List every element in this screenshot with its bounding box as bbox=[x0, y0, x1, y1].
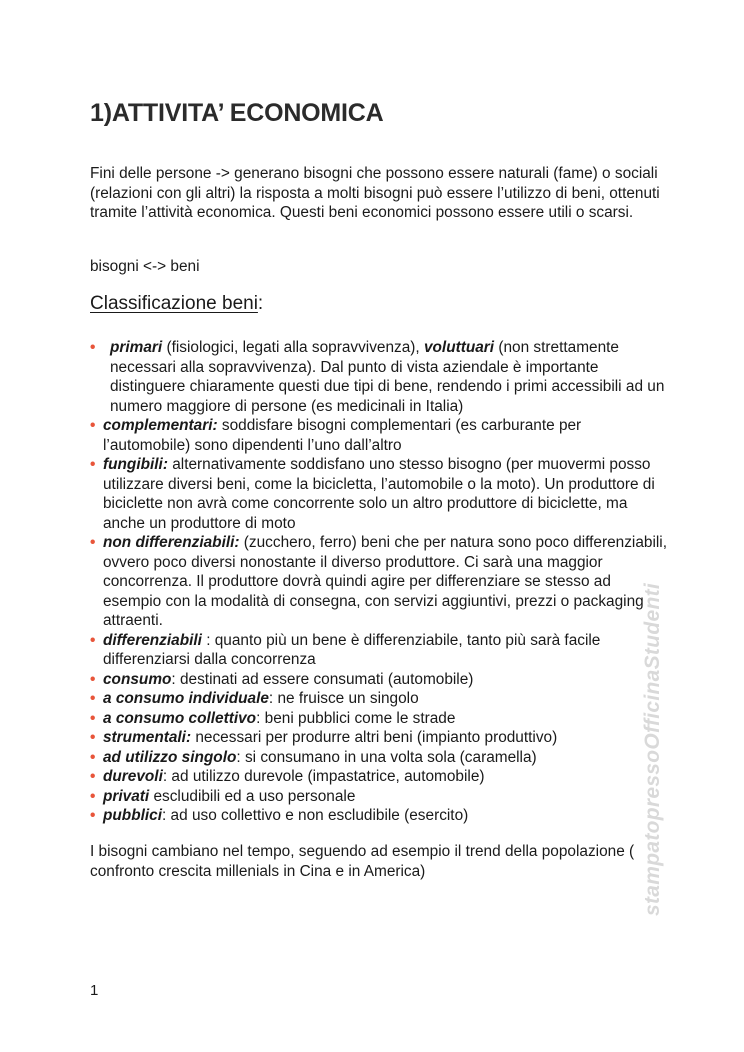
item-text-secondary: (non strettamente necessari alla sopravvivenza). Dal punto di vista aziendale è importante distinguere chiaramente questi due tipi di bene, rendendo i primi accessibili ad un numero maggiore di persone (es medicinali in Italia) bbox=[110, 339, 665, 415]
section-heading-colon: : bbox=[257, 293, 264, 314]
bullet-icon: • bbox=[90, 748, 96, 766]
item-text: : beni pubblici come le strade bbox=[256, 709, 456, 727]
item-text: alternativamente soddisfano uno stesso bisogno (per muovermi posso utilizzare diversi beni, come la bicicletta, l’automobile o la moto). Un produttore di biciclette non avrà come concorrente solo un altro produttore di biciclette, ma anche un produttore di moto bbox=[103, 456, 655, 532]
list-item bbox=[90, 455, 670, 533]
item-term: fungibili: bbox=[103, 456, 168, 473]
needs-goods-line: bisogni <-> beni bbox=[90, 258, 200, 275]
bullet-icon: • bbox=[90, 807, 96, 824]
list-item bbox=[90, 338, 670, 416]
item-term: a consumo collettivo bbox=[103, 709, 257, 727]
section-heading bbox=[90, 293, 263, 315]
item-text: (fisiologici, legati alla sopravvivenza), bbox=[162, 339, 424, 356]
list-item bbox=[90, 787, 670, 807]
item-term: strumentali: bbox=[103, 729, 192, 746]
item-term: a consumo individuale bbox=[103, 690, 269, 707]
item-term: durevoli bbox=[103, 768, 163, 785]
list-item bbox=[90, 416, 670, 455]
bullet-icon: • bbox=[90, 709, 96, 727]
item-term: non differenziabili: bbox=[103, 534, 240, 551]
list-item bbox=[90, 689, 670, 709]
bullet-icon: • bbox=[90, 534, 96, 551]
bullet-icon: • bbox=[90, 690, 96, 707]
item-term: differenziabili bbox=[103, 631, 202, 649]
bullet-icon: • bbox=[90, 670, 96, 688]
item-text: : ad uso collettivo e non escludibile (esercito) bbox=[162, 807, 469, 824]
list-item bbox=[90, 748, 670, 768]
list-item bbox=[90, 806, 670, 826]
goods-classification-list bbox=[90, 338, 670, 826]
item-text: : quanto più un bene è differenziabile, tanto più sarà facile differenziarsi dalla concorrenza bbox=[103, 631, 601, 668]
bullet-icon: • bbox=[90, 631, 96, 649]
list-item bbox=[90, 709, 670, 729]
item-term: complementari: bbox=[103, 417, 218, 434]
bullet-icon: • bbox=[90, 456, 96, 473]
item-text: soddisfare bisogni complementari (es carburante per l’automobile) sono dipendenti l’uno dall’altro bbox=[103, 417, 582, 454]
item-term-secondary: voluttuari bbox=[423, 339, 495, 356]
item-term: consumo bbox=[103, 670, 172, 688]
item-text: : si consumano in una volta sola (caramella) bbox=[236, 748, 537, 766]
bullet-icon: • bbox=[90, 417, 96, 434]
item-term: pubblici bbox=[103, 807, 162, 824]
item-text: escludibili ed a uso personale bbox=[149, 787, 356, 805]
print-watermark: stampatopressoOfficinaStudenti bbox=[641, 582, 664, 916]
list-item bbox=[90, 533, 670, 631]
bullet-icon: • bbox=[90, 339, 96, 356]
item-text: : ad utilizzo durevole (impastatrice, automobile) bbox=[162, 768, 485, 785]
page-number: 1 bbox=[90, 982, 99, 999]
item-term: privati bbox=[103, 787, 150, 805]
item-text: (zucchero, ferro) beni che per natura sono poco differenziabili, ovvero poco diversi nonostante il diverso produttore. Ci sarà una maggior concorrenza. Il produttore dovrà quindi agire per differenziare se stesso ad esempio con la modalità di consegna, con servizi aggiuntivi, prezzi o packaging attraenti. bbox=[103, 534, 668, 629]
item-term: primari bbox=[110, 339, 163, 356]
list-item bbox=[90, 631, 670, 670]
bullet-icon: • bbox=[90, 729, 96, 746]
closing-paragraph: I bisogni cambiano nel tempo, seguendo ad esempio il trend della popolazione ( confronto crescita millenials in Cina e in America) bbox=[90, 843, 635, 880]
list-item bbox=[90, 728, 670, 748]
item-text: : destinati ad essere consumati (automobile) bbox=[171, 670, 474, 688]
list-item bbox=[90, 670, 670, 690]
intro-paragraph: Fini delle persone -> generano bisogni che possono essere naturali (fame) o sociali (relazioni con gli altri) la risposta a molti bisogni può essere l’utilizzo di beni, ottenuti tramite l’attività economica. Questi beni economici possono essere utili o scarsi. bbox=[90, 165, 660, 221]
bullet-icon: • bbox=[90, 768, 96, 785]
bullet-icon: • bbox=[90, 787, 96, 805]
section-heading-text: Classificazione beni bbox=[90, 293, 258, 314]
item-term: ad utilizzo singolo bbox=[103, 748, 237, 766]
item-text: : ne fruisce un singolo bbox=[268, 690, 419, 707]
item-text: necessari per produrre altri beni (impianto produttivo) bbox=[191, 729, 558, 746]
page-title: 1)ATTIVITA’ ECONOMICA bbox=[90, 99, 384, 127]
list-item bbox=[90, 767, 670, 787]
